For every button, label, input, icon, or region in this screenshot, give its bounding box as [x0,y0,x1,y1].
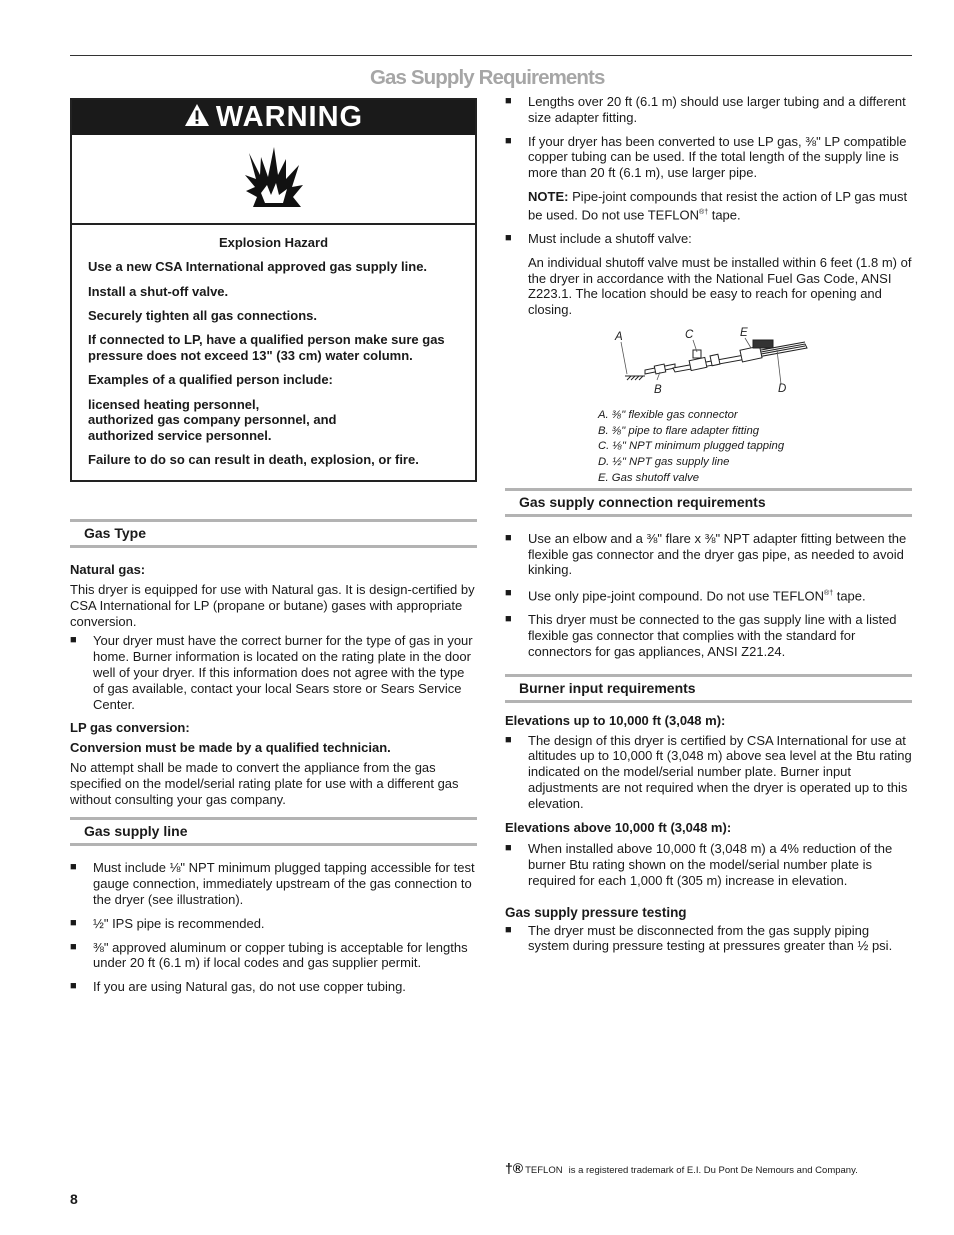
legend-item: B. ⅜" pipe to flare adapter fitting [598,424,760,437]
section-header-gas-supply-line: Gas supply line [70,817,477,846]
warning-line: If connected to LP, have a qualified person make sure gas pressure does not exceed 13" (33 cm) water column. [88,332,445,363]
warning-line: Examples of a qualified person include: [88,372,333,388]
registered-mark: ®† [699,208,709,216]
page-number: 8 [70,1191,78,1207]
left-column [70,98,477,995]
warning-line: Use a new CSA International approved gas supply line. [88,259,428,275]
list-item [70,979,477,995]
list-item [505,531,912,578]
warning-failure: Failure to do so can result in death, explosion, or fire. [88,452,419,468]
registered-mark: ®† [824,590,834,598]
bullet-square-icon: ■ [505,733,512,746]
legend-item: E. Gas shutoff valve [598,472,700,485]
warning-line: Install a shut-off valve. [88,283,229,299]
list-item [70,860,477,907]
warning-box [70,98,477,482]
bullet-text: This dryer must be connected to the gas supply line with a listed flexible gas connector that complies with the standard for connectors for gas appliances, ANSI Z21.24. [528,612,897,659]
list-item [505,231,912,247]
bullet-square-icon: ■ [70,861,77,874]
warning-header [72,100,475,135]
warning-text [72,225,475,480]
footnote-text: is a registered trademark of E.I. Du Pont De Nemours and Company. [568,1165,858,1176]
gas-connection-illustration [505,326,912,408]
bullet-text-b: tape. [836,588,866,604]
bullet-square-icon: ■ [505,95,512,107]
section-header-gas-type: Gas Type [70,519,477,548]
bullet-square-icon: ■ [70,916,77,929]
bullet-square-icon: ■ [505,613,512,626]
note-paragraph [528,189,912,223]
warning-title: WARNING [215,101,364,133]
list-item [70,633,477,712]
natural-gas-label: Natural gas: [70,562,146,578]
diagram-legend [598,408,784,487]
note-text: Pipe-joint compounds that resist the action of LP gas must be used. Do not use TEFLON [528,188,908,223]
bullet-text: If you are using Natural gas, do not use copper tubing. [93,979,406,995]
list-item [505,612,912,659]
bullet-text: Must include a shutoff valve: [528,230,692,246]
bullet-square-icon: ■ [505,923,512,936]
bullet-square-icon: ■ [505,231,512,244]
bullet-text: ⅜" approved aluminum or copper tubing is acceptable for lengths under 20 ft (6.1 m) if local codes and gas supplier permit. [93,939,468,971]
bullet-text: The dryer must be disconnected from the gas supply piping system during pressure testing at pressures greater than ½ psi. [528,922,893,954]
label-b: B [654,383,662,396]
explosion-symbol [72,135,475,225]
section-header-burner-input: Burner input requirements [505,674,912,703]
bullet-square-icon: ■ [70,940,77,953]
list-item [505,733,912,812]
bullet-text: Use an elbow and a ⅜" flare x ⅜" NPT adapter fitting between the flexible gas connector and the dryer gas pipe, as needed to avoid kinking. [528,530,907,578]
legend-item: D. ½" NPT gas supply line [598,456,730,469]
legend-item: A. ⅜" flexible gas connector [598,408,738,421]
label-e: E [740,326,748,339]
label-a: A [615,330,623,343]
bullet-text: ½" IPS pipe is recommended. [93,915,265,931]
natural-gas-text: This dryer is equipped for use with Natural gas. It is design-certified by CSA International for LP (propane or butane) gases with appropriate conversion. [70,582,475,629]
list-item [505,586,912,604]
gas-connection-diagram [505,326,912,486]
legend-item: C. ⅛" NPT minimum plugged tapping [598,440,785,453]
list-item [70,916,477,932]
page-title: Gas Supply Requirements [370,66,605,89]
bullet-square-icon: ■ [505,842,512,855]
bullet-text: Must include ⅛" NPT minimum plugged tapping accessible for test gauge connection, immediately upstream of the gas connection to the dryer (see illustration). [93,860,475,908]
bullet-square-icon: ■ [505,587,512,600]
footnote-mark: †® [505,1160,524,1176]
bullet-text: Your dryer must have the correct burner for the type of gas in your home. Burner information is located on the rating plate in the door well of your dryer. If this information does not agree with the type of gas available, contact your local Sears store or Sears Service Center. [93,633,473,712]
lp-conversion-label: LP gas conversion: [70,720,190,736]
shutoff-text: An individual shutoff valve must be installed within 6 feet (1.8 m) of the dryer in accordance with the National Fuel Gas Code, ANSI Z223.1. The location should be easy to reach for opening and closing. [528,254,912,318]
explosion-icon [243,145,305,211]
note-text-end: tape. [711,207,741,223]
bullet-text: If your dryer has been converted to use LP gas, ⅜" LP compatible copper tubing can be used. If the total length of the supply line is more than 20 ft (6.1 m), use larger pipe. [528,133,907,181]
footnote [505,1160,858,1176]
bullet-text: When installed above 10,000 ft (3,048 m) a 4% reduction of the burner Btu rating shown on the model/serial number plate is required for each 1,000 ft (305 m) increase in elevation. [528,841,893,888]
bullet-text: The design of this dryer is certified by CSA International for use at altitudes up to 10,000 ft (3,048 m) above sea level at the Btu rating indicated on the model/serial number plate. Burner input adjustments are not required when the dryer is operated up to this elevation. [528,732,912,811]
bullet-text-a: Use only pipe-joint compound. Do not use TEFLON [528,588,825,604]
list-item [505,94,912,126]
personnel-item: authorized service personnel. [88,428,272,444]
top-rule [70,55,912,56]
bullet-square-icon: ■ [505,134,512,147]
warning-triangle-icon [184,103,210,132]
hazard-title: Explosion Hazard [218,235,329,250]
list-item [505,841,912,888]
list-item [505,134,912,181]
bullet-square-icon: ■ [70,634,77,647]
warning-line: Securely tighten all gas connections. [88,307,318,323]
bullet-square-icon: ■ [505,531,512,544]
personnel-item: authorized gas company personnel, and [88,412,337,428]
lp-conversion-text: No attempt shall be made to convert the appliance from the gas specified on the model/serial rating plate for use with a different gas without consulting your gas company. [70,760,459,807]
footnote-brand: TEFLON [525,1165,563,1176]
bullet-square-icon: ■ [70,980,77,993]
personnel-list [88,397,459,444]
list-item [70,940,477,972]
pressure-testing-header: Gas supply pressure testing [505,904,687,920]
lp-conversion-bold: Conversion must be made by a qualified technician. [70,740,391,756]
bullet-text [528,586,912,604]
note-label: NOTE: [528,188,569,204]
list-item [505,923,912,955]
section-header-connection-requirements: Gas supply connection requirements [505,488,912,517]
right-column [505,94,912,954]
label-d: D [778,382,787,395]
bullet-text: Lengths over 20 ft (6.1 m) should use larger tubing and a different size adapter fitting. [528,94,906,125]
elevation-above-label: Elevations above 10,000 ft (3,048 m): [505,819,732,835]
personnel-item: licensed heating personnel, [88,396,260,412]
elevation-up-label: Elevations up to 10,000 ft (3,048 m): [505,712,726,728]
label-c: C [685,328,694,341]
